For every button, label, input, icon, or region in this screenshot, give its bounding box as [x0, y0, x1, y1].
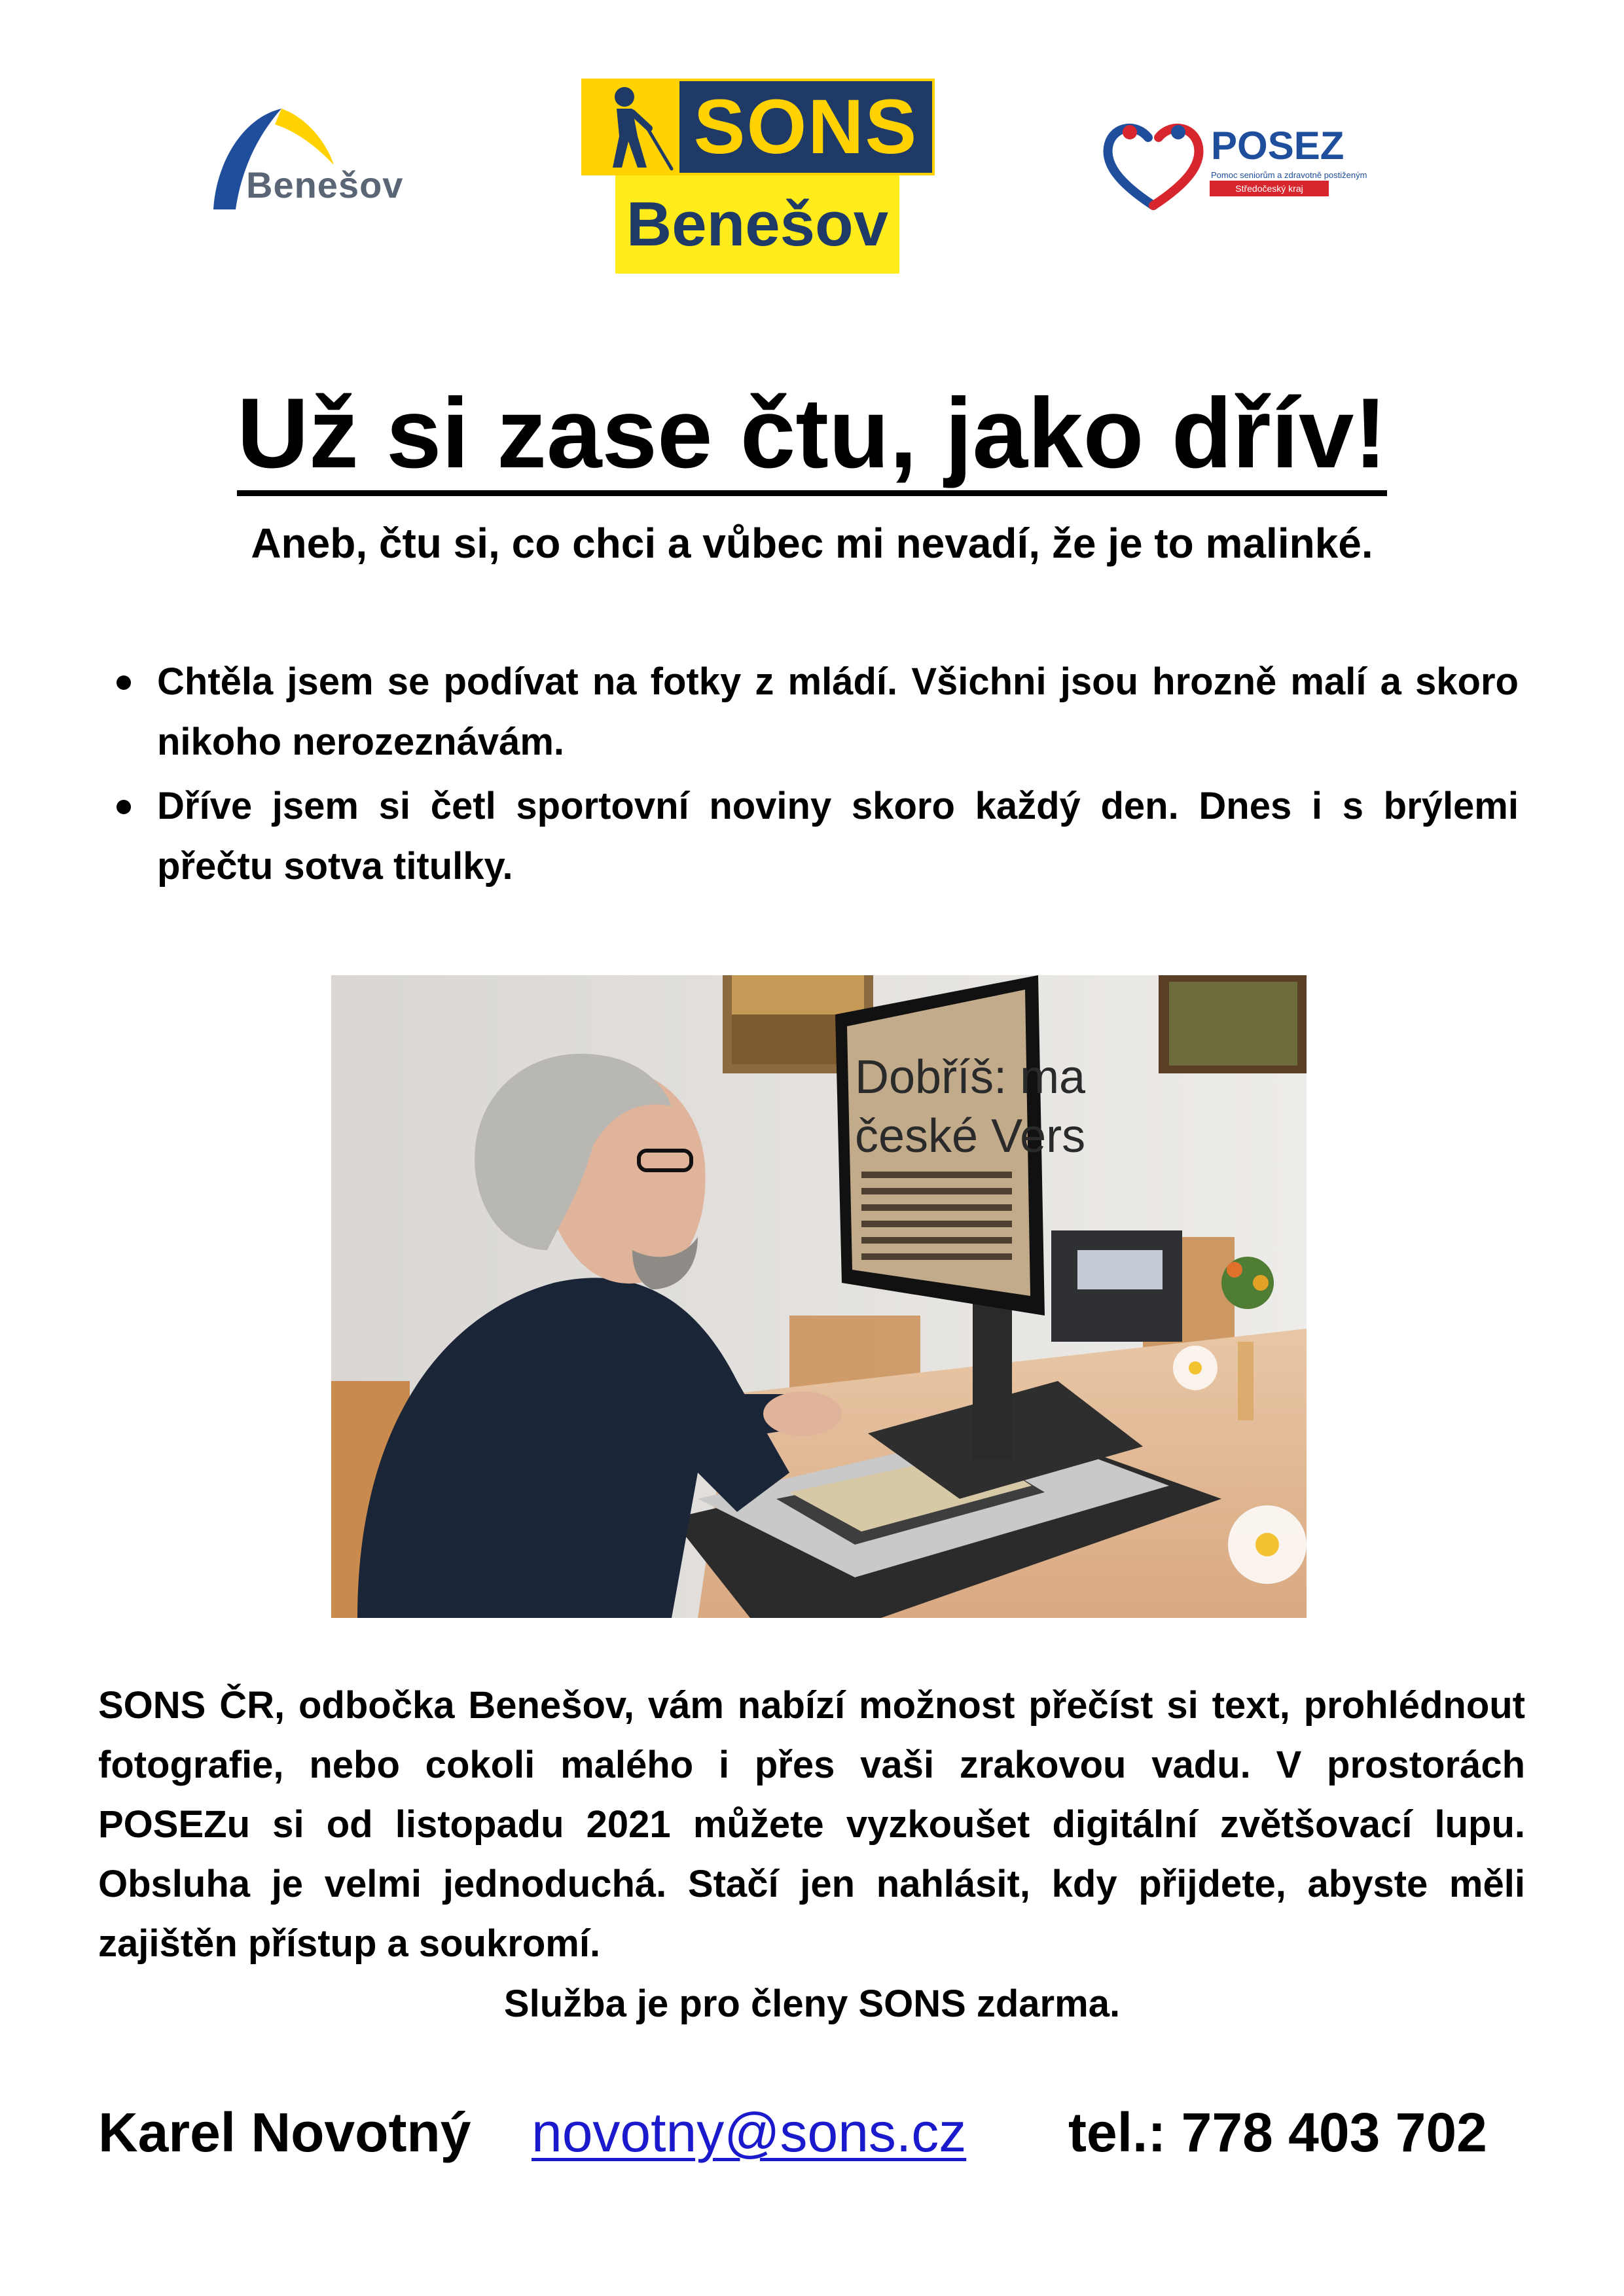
- sons-logo-text: SONS: [679, 81, 932, 173]
- contact-email-link[interactable]: novotny@sons.cz: [532, 2102, 967, 2163]
- contact-name: Karel Novotný: [98, 2102, 471, 2163]
- posez-tagline: Pomoc seniorům a zdravotně postiženým: [1211, 170, 1367, 180]
- page-title: [0, 374, 1624, 492]
- page-subtitle: Aneb, čtu si, co chci a vůbec mi nevadí, že je to malinké.: [251, 520, 1373, 567]
- posez-heart-icon: [1100, 115, 1211, 213]
- monitor-subheadline: české Vers: [855, 1110, 1086, 1162]
- posez-region: Středočeský kraj: [1210, 181, 1329, 196]
- sons-logo-branch: Benešov: [615, 175, 899, 274]
- monitor-headline: Dobříš: ma: [855, 1051, 1086, 1103]
- bullet-item: Dříve jsem si četl sportovní noviny skoro každý den. Dnes i s brýlemi přečtu sotva titulky.: [157, 776, 1519, 897]
- photo-illustration: [331, 975, 1307, 1618]
- benesov-logo-text: Benešov: [246, 164, 404, 206]
- free-service-note: Služba je pro členy SONS zdarma.: [503, 1982, 1121, 2025]
- benesov-logo: [209, 105, 406, 216]
- bullet-item: Chtěla jsem se podívat na fotky z mládí. Všichni jsou hrozně malí a skoro nikoho nerozeznávám.: [157, 652, 1519, 772]
- offer-paragraph: SONS ČR, odbočka Benešov, vám nabízí možnost přečíst si text, prohlédnout fotografie, nebo cokoli malého i přes vaši zrakovou vadu. V prostorách POSEZu si od listopadu 2021 můžete vyzkoušet digitální zvětšovací lupu. Obsluha je velmi jednoduchá. Stačí jen nahlásit, kdy přijdete, abyste měli zajištěn přístup a soukromí.: [98, 1684, 1525, 1965]
- posez-logo: [1100, 115, 1367, 213]
- blind-walker-icon: [584, 81, 676, 173]
- contact-phone: tel.: 778 403 702: [1068, 2102, 1487, 2163]
- page-title-text: Už si zase čtu, jako dřív!: [237, 378, 1387, 496]
- sons-logo: [581, 79, 935, 281]
- posez-logo-text: POSEZ: [1211, 124, 1344, 168]
- photo-magnifier-user: [331, 975, 1307, 1618]
